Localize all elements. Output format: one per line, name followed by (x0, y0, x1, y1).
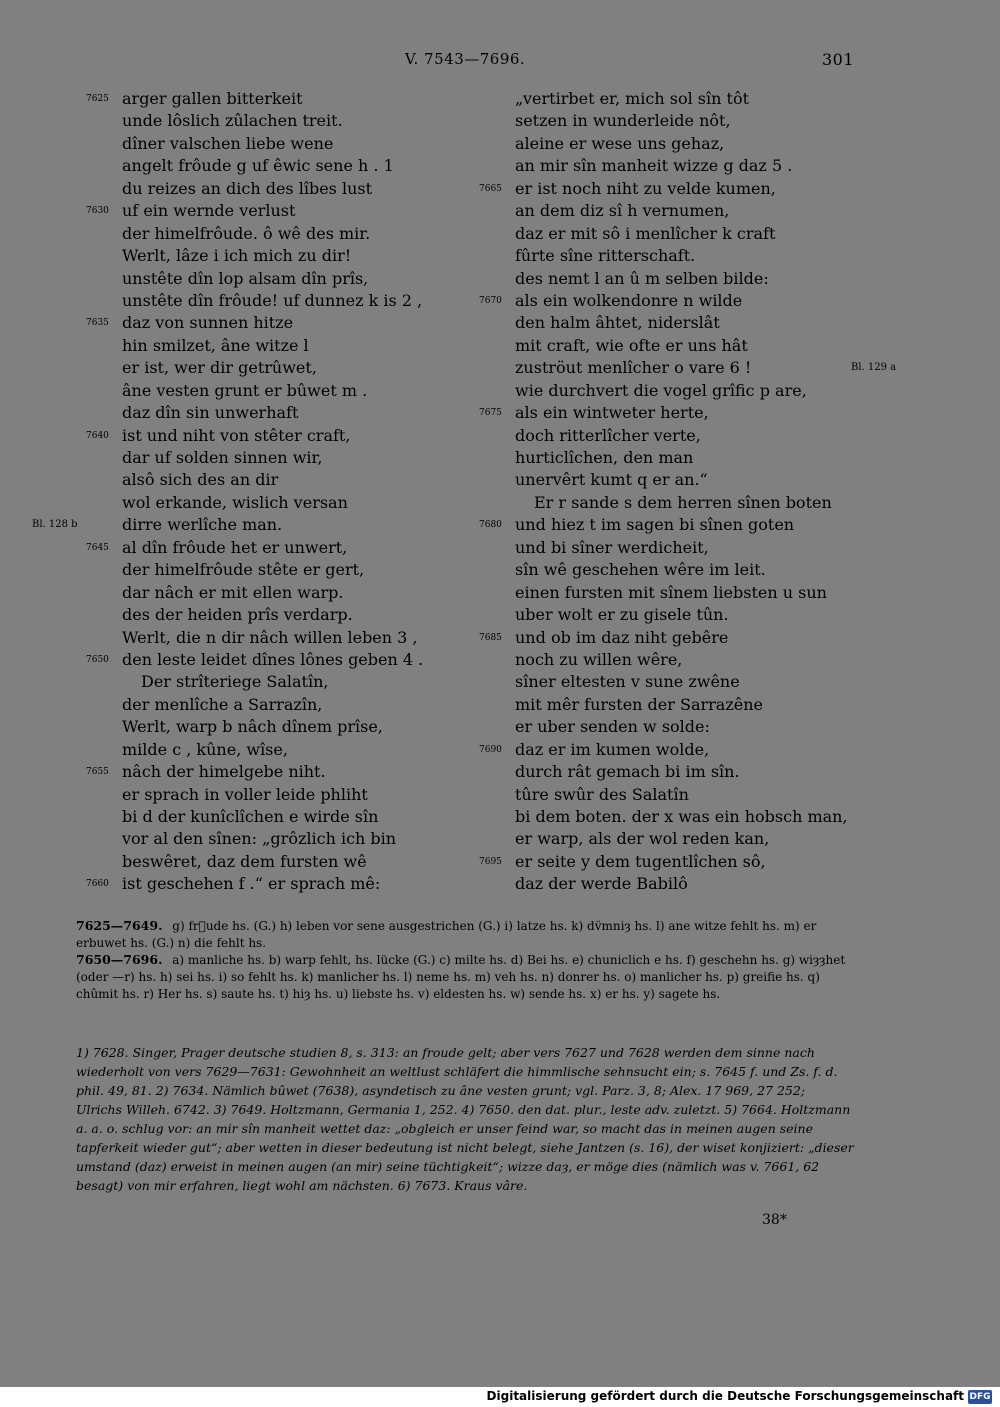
verse-text: alsô sich des an dir (122, 470, 279, 490)
verse-text: dirre werlîche man. (122, 515, 283, 535)
verse-line (515, 447, 860, 469)
line-number: 7655 (86, 767, 109, 778)
verse-line (515, 469, 860, 491)
apparatus-block-2 (76, 951, 854, 1003)
line-number: 7640 (86, 430, 109, 441)
verse-text: daz der werde Babilô (515, 874, 688, 894)
verse-text: der menlîche a Sarrazîn, (122, 694, 323, 714)
apparatus-block-1 (76, 917, 854, 952)
verse-line (122, 492, 462, 514)
verse-text: daz dîn sin unwerhaft (122, 403, 299, 423)
verse-line (515, 649, 860, 671)
verse-line (122, 739, 462, 761)
verse-text: angelt frôude g uf êwic sene h . 1 (122, 156, 394, 176)
verse-line (515, 268, 860, 290)
verse-line (86, 312, 462, 334)
verse-text: âne vesten grunt er bûwet m . (122, 380, 368, 400)
verse-text: einen fursten mit sînem liebsten u sun (515, 582, 827, 602)
verse-text: bi dem boten. der x was ein hobsch man, (515, 807, 848, 826)
verse-line (122, 290, 462, 312)
verse-text: und bi sîner werdicheit, (515, 537, 709, 557)
verse-line (479, 290, 860, 312)
verse-text: daz von sunnen hitze (122, 313, 294, 333)
verse-text: mit craft, wie ofte er uns hât (515, 335, 748, 355)
verse-line (122, 178, 462, 200)
verse-line (122, 133, 462, 155)
verse-column-left (32, 88, 462, 896)
verse-line (515, 380, 860, 402)
verse-text: ist geschehen f .“ er sprach mê: (122, 874, 381, 894)
verse-text: unde lôslich zûlachen treit. (122, 111, 343, 131)
verse-line (86, 200, 462, 222)
verse-line (122, 716, 462, 738)
verse-text: milde c , kûne, wîse, (122, 739, 288, 759)
verse-line (479, 627, 860, 649)
line-number: 7630 (86, 206, 109, 217)
apparatus-text: g) fr᷒ude hs. (G.) h) leben vor sene ausgestrichen (G.) i) latze hs. k) dv̈mniȝ hs. l) ane witze fehlt hs. m) er erbuwet hs. (G.) n) die fehlt hs. (76, 919, 817, 950)
verse-text: unervêrt kumt q er an.“ (515, 470, 708, 490)
verse-text: setzen in wunderleide nôt, (515, 111, 731, 131)
verse-line (479, 514, 860, 536)
verse-text: der himelfrôude. ô wê des mir. (122, 223, 371, 243)
verse-line (122, 784, 462, 806)
verse-line (515, 357, 897, 379)
verse-line (122, 110, 462, 132)
verse-text: des der heiden prîs verdarp. (122, 605, 353, 625)
verse-line (122, 806, 462, 828)
verse-text: den leste leidet dînes lônes geben 4 . (122, 649, 424, 669)
verse-text: dîner valschen liebe wene (122, 133, 334, 153)
verse-text: Werlt, warp b nâch dînem prîse, (122, 717, 383, 737)
verse-line (515, 312, 860, 334)
verse-text: und hiez t im sagen bi sînen goten (515, 515, 795, 535)
verse-line (32, 514, 462, 536)
line-number: 7675 (479, 408, 502, 419)
verse-line (122, 357, 462, 379)
verse-text: arger gallen bitterkeit (122, 89, 303, 108)
apparatus-heading: 7625—7649. (76, 918, 163, 933)
verse-line (515, 200, 860, 222)
verse-text: an mir sîn manheit wizze g daz 5 . (515, 156, 793, 176)
verse-line (515, 223, 860, 245)
verse-text: dar uf solden sinnen wir, (122, 448, 323, 467)
verse-text: unstête dîn lop alsam dîn prîs, (122, 268, 369, 288)
verse-text: uber wolt er zu gisele tûn. (515, 605, 729, 625)
verse-text: uf ein wernde verlust (122, 201, 296, 221)
verse-text: tûre swûr des Salatîn (515, 784, 689, 804)
verse-text: und ob im daz niht gebêre (515, 627, 729, 647)
verse-line (122, 671, 462, 693)
verse-text: hurticlîchen, den man (515, 448, 694, 467)
verse-line (122, 604, 462, 626)
verse-line (122, 402, 462, 424)
running-header: V. 7543—7696. (404, 50, 526, 68)
verse-line (122, 627, 462, 649)
line-number: 7670 (479, 295, 502, 306)
verse-text: ist und niht von stêter craft, (122, 425, 351, 445)
folio-marker: Bl. 129 a (851, 362, 897, 374)
verse-text: Werlt, lâze i ich mich zu dir! (122, 246, 352, 266)
folio-marker: Bl. 128 b (32, 519, 78, 531)
verse-line (515, 492, 860, 514)
verse-text: Werlt, die n dir nâch willen leben 3 , (122, 627, 418, 647)
digitization-footer (0, 1387, 1000, 1407)
verse-text: er ist noch niht zu velde kumen, (515, 178, 776, 198)
verse-text: fûrte sîne ritterschaft. (515, 246, 696, 266)
verse-line (479, 402, 860, 424)
verse-line (515, 110, 860, 132)
verse-line (515, 245, 860, 267)
verse-line (515, 133, 860, 155)
verse-line (515, 828, 860, 850)
verse-text: wie durchvert die vogel grîfic p are, (515, 380, 807, 400)
verse-line (122, 245, 462, 267)
verse-line (515, 671, 860, 693)
verse-line (122, 851, 462, 873)
verse-text: des nemt l an û m selben bilde: (515, 268, 769, 288)
verse-text: er warp, als der wol reden kan, (515, 829, 770, 849)
verse-line (515, 694, 860, 716)
verse-line (122, 155, 462, 177)
line-number: 7690 (479, 744, 502, 755)
verse-line (515, 716, 860, 738)
verse-text: sîner eltesten v sune zwêne (515, 672, 740, 692)
verse-text: er uber senden w solde: (515, 717, 710, 737)
verse-text: doch ritterlîcher verte, (515, 425, 701, 445)
verse-line (515, 784, 860, 806)
verse-line (122, 380, 462, 402)
verse-line (86, 425, 462, 447)
verse-text: nâch der himelgebe niht. (122, 762, 326, 782)
verse-line (515, 873, 860, 895)
verse-text: er seite y dem tugentlîchen sô, (515, 851, 766, 871)
verse-line (86, 537, 462, 559)
verse-line (86, 649, 462, 671)
verse-line (122, 447, 462, 469)
verse-line (479, 178, 860, 200)
line-number: 7680 (479, 520, 502, 531)
verse-text: sîn wê geschehen wêre im leit. (515, 560, 766, 580)
verse-line (479, 739, 860, 761)
verse-text: dar nâch er mit ellen warp. (122, 582, 344, 602)
line-number: 7635 (86, 318, 109, 329)
verse-text: bi d der kunîclîchen e wirde sîn (122, 807, 379, 826)
verse-line (122, 694, 462, 716)
verse-text: er sprach in voller leide phliht (122, 784, 368, 804)
verse-line (479, 851, 860, 873)
verse-line (515, 537, 860, 559)
page-number: 301 (822, 50, 855, 69)
verse-text: zuströut menlîcher o vare 6 ! (515, 358, 752, 378)
verse-line (515, 559, 860, 581)
verse-line (122, 223, 462, 245)
apparatus-text: a) manliche hs. b) warp fehlt, hs. lücke (G.) c) milte hs. d) Bei hs. e) chuniclich e hs. f) geschehn hs. g) wiȝȝhet (oder —r) hs. h) sei hs. i) so fehlt hs. k) manlicher hs. l) neme hs. m) veh hs. n) donrer hs. o) manlicher hs. p) greifie hs. q) chûmit hs. r) Her hs. s) saute hs. t) hiȝ hs. u) liebste hs. v) eldesten hs. w) sende hs. x) er hs. y) sagete hs. (76, 953, 846, 1001)
verse-text: vor al den sînen: „grôzlich ich bin (122, 829, 397, 849)
line-number: 7685 (479, 632, 502, 643)
verse-line (86, 88, 462, 110)
verse-line (515, 88, 860, 110)
verse-text: beswêret, daz dem fursten wê (122, 851, 367, 871)
verse-line (515, 604, 860, 626)
verse-text: Der strîteriege Salatîn, (141, 672, 329, 692)
verse-line (86, 873, 462, 895)
verse-line (122, 582, 462, 604)
verse-line (515, 761, 860, 783)
verse-line (122, 559, 462, 581)
verse-text: al dîn frôude het er unwert, (122, 537, 348, 557)
verse-text: als ein wolkendonre n wilde (515, 290, 743, 310)
verse-text: du reizes an dich des lîbes lust (122, 178, 373, 198)
verse-text: an dem diz sî h vernumen, (515, 201, 730, 221)
line-number: 7665 (479, 183, 502, 194)
verse-line (515, 425, 860, 447)
verse-text: daz er im kumen wolde, (515, 739, 710, 759)
verse-line (86, 761, 462, 783)
verse-text: mit mêr fursten der Sarrazêne (515, 694, 764, 714)
verse-line (122, 469, 462, 491)
verse-line (515, 806, 860, 828)
verse-text: als ein wintweter herte, (515, 403, 709, 423)
verse-text: wol erkande, wislich versan (122, 492, 348, 512)
verse-text: noch zu willen wêre, (515, 649, 683, 669)
verse-text: hin smilzet, âne witze l (122, 335, 309, 355)
verse-column-right (479, 88, 897, 896)
verse-text: „vertirbet er, mich sol sîn tôt (515, 89, 750, 108)
verse-text: aleine er wese uns gehaz, (515, 133, 725, 153)
verse-line (515, 335, 860, 357)
verse-line (122, 268, 462, 290)
verse-text: Er r sande s dem herren sînen boten (534, 492, 832, 512)
verse-text: der himelfrôude stête er gert, (122, 560, 365, 580)
verse-text: daz er mit sô i menlîcher k craft (515, 223, 776, 243)
verse-line (515, 155, 860, 177)
apparatus-heading: 7650—7696. (76, 952, 163, 967)
line-number: 7645 (86, 542, 109, 553)
line-number: 7625 (86, 94, 109, 104)
verse-text: unstête dîn frôude! uf dunnez k is 2 , (122, 290, 423, 310)
line-number: 7695 (479, 856, 502, 867)
verse-line (515, 582, 860, 604)
verse-text: er ist, wer dir getrûwet, (122, 358, 317, 378)
verse-line (122, 828, 462, 850)
footer-text: Digitalisierung gefördert durch die Deutsche Forschungsgemeinschaft (486, 1389, 964, 1403)
verse-text: durch rât gemach bi im sîn. (515, 762, 740, 782)
verse-line (122, 335, 462, 357)
verse-text: den halm âhtet, niderslât (515, 313, 720, 333)
dfg-logo: DFG (969, 1392, 991, 1402)
footnotes: 1) 7628. Singer, Prager deutsche studien 8, s. 313: an froude gelt; aber vers 7627 und 7628 werden dem sinne nach wiederholt von vers 7629—7631: Gewohnheit an weltlust schläfert die himmlische sehnsucht ein; s. 7645 f. und Zs. f. d. phil. 49, 81. 2) 7634. Nämlich bûwet (7638), asyndetisch zu âne vesten grunt; vgl. Parz. 3, 8; Alex. 17 969, 27 252; Ulrichs Willeh. 6742. 3) 7649. Holtzmann, Germania 1, 252. 4) 7650. den dat. plur., leste adv. zuletzt. 5) 7664. Holtzmann a. a. o. schlug vor: an mir sîn manheit wettet daz: „obgleich er unser feind war, so macht das in meinen augen seine tapferkeit wieder gut“; aber wetten in dieser bedeutung ist nicht belegt, siehe Jantzen (s. 16), der wiset konjiziert: „dieser umstand (daz) erweist in meinen augen (an mir) seine tüchtigkeit“; wizze daȝ, er möge dies (nämlich was v. 7661, 62 besagt) von mir erfahren, liegt wohl am nächsten. 6) 7673. Kraus vâre. (76, 1045, 854, 1193)
line-number: 7650 (86, 654, 109, 665)
line-number: 7660 (86, 879, 109, 890)
signature-mark: 38* (762, 1212, 787, 1228)
